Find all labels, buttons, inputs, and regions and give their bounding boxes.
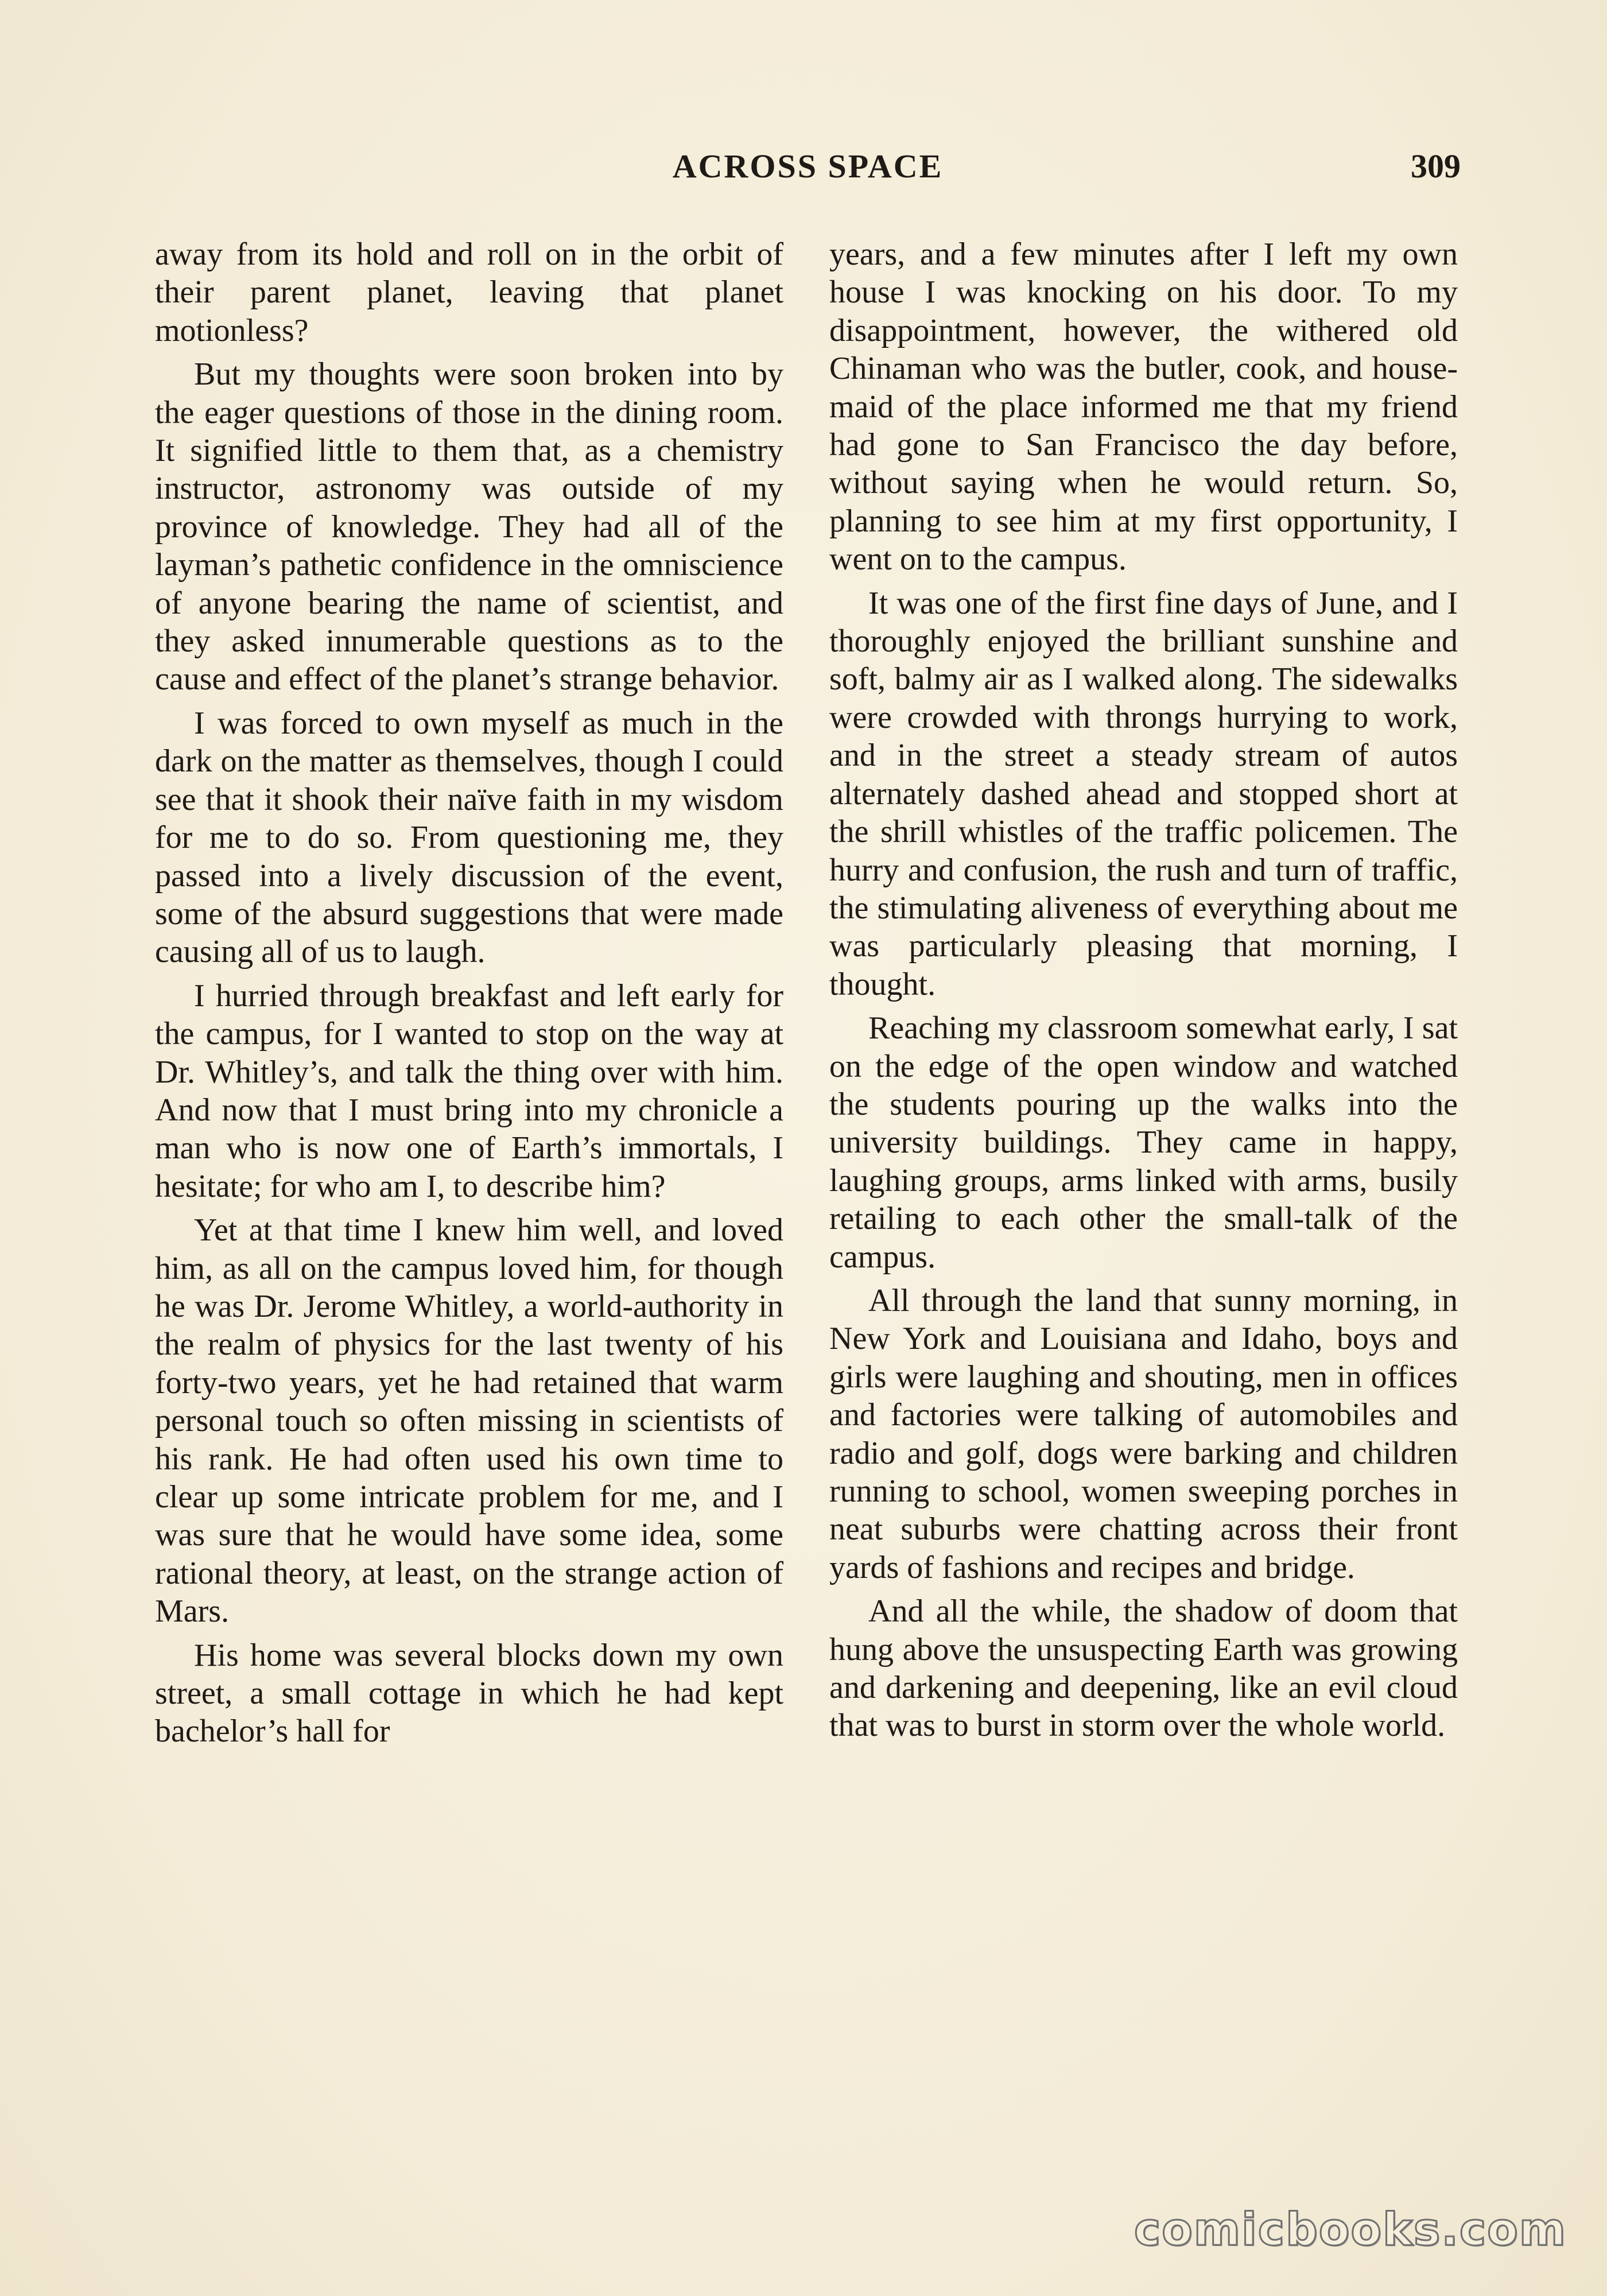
paragraph: I was forced to own myself as much in the dark on the matter as themselves, though I could see that it shook their naïve faith in my wisdom for me to do so. From questioning me, they passed into a lively discussion of the event, some of the absurd suggestions that were made causing all of us to laugh. xyxy=(155,705,783,970)
paragraph: away from its hold and roll on in the orbit of their parent planet, leaving that planet motionless? xyxy=(155,236,783,348)
paragraph: years, and a few minutes after I left my own house I was knocking on his door. To my disappointment, however, the withered old Chinaman who was the butler, cook, and house-maid of the place informed me that my friend had gone to San Francisco the day before, without saying when he would return. So, planning to see him at my first opportunity, I went on to the campus. xyxy=(829,236,1458,577)
right-column xyxy=(829,235,1458,1751)
paragraph: And all the while, the shadow of doom that hung above the unsuspecting Earth was growing and darkening and deepening, like an evil cloud that was to burst in storm over the whole world. xyxy=(829,1593,1458,1744)
paragraph: It was one of the first fine days of June, and I thoroughly enjoyed the brilliant sunshine and soft, balmy air as I walked along. The sidewalks were crowded with throngs hurrying to work, and in the street a steady stream of autos alternately dashed ahead and stopped short at the shrill whistles of the traffic policemen. The hurry and confusion, the rush and turn of traffic, the stimulating aliveness of everything about me was particularly pleasing that morning, I thought. xyxy=(829,585,1458,1002)
running-title: ACROSS SPACE xyxy=(672,148,944,185)
page-number: 309 xyxy=(1411,148,1461,185)
paragraph: Yet at that time I knew him well, and loved him, as all on the campus loved him, for though he was Dr. Jerome Whitley, a world-authority in the realm of physics for the last twenty of his forty-two years, yet he had retained that warm personal touch so often missing in scientists of his rank. He had often used his own time to clear up some intricate problem for me, and I was sure that he would have some idea, some rational theory, at least, on the strange action of Mars. xyxy=(155,1212,783,1630)
paragraph: Reaching my classroom somewhat early, I sat on the edge of the open window and watched the students pouring up the walks into the university buildings. They came in happy, laughing groups, arms linked with arms, busily retailing to each other the small-talk of the campus. xyxy=(829,1010,1458,1275)
paragraph: His home was several blocks down my own street, a small cottage in which he had kept bachelor’s hall for xyxy=(155,1637,783,1750)
left-column xyxy=(155,235,783,1756)
running-header xyxy=(155,144,1461,189)
site-watermark: comicbooks.com xyxy=(1134,2204,1567,2256)
paragraph: All through the land that sunny morning, in New York and Louisiana and Idaho, boys and girls were laughing and shouting, men in offices and factories were talking of automobiles and radio and golf, dogs were barking and children running to school, women sweeping porches in neat suburbs were chatting across their front yards of fashions and recipes and bridge. xyxy=(829,1282,1458,1585)
paragraph: I hurried through breakfast and left early for the campus, for I wanted to stop on the way at Dr. Whitley’s, and talk the thing over with him. And now that I must bring into my chronicle a man who is now one of Earth’s immortals, I hesitate; for who am I, to describe him? xyxy=(155,978,783,1204)
paragraph: But my thoughts were soon broken into by the eager questions of those in the dining room. It signified little to them that, as a chemistry instructor, astronomy was outside of my province of knowledge. They had all of the layman’s pathetic confidence in the omniscience of anyone bearing the name of scientist, and they asked innumerable questions as to the cause and effect of the planet’s strange behavior. xyxy=(155,356,783,697)
